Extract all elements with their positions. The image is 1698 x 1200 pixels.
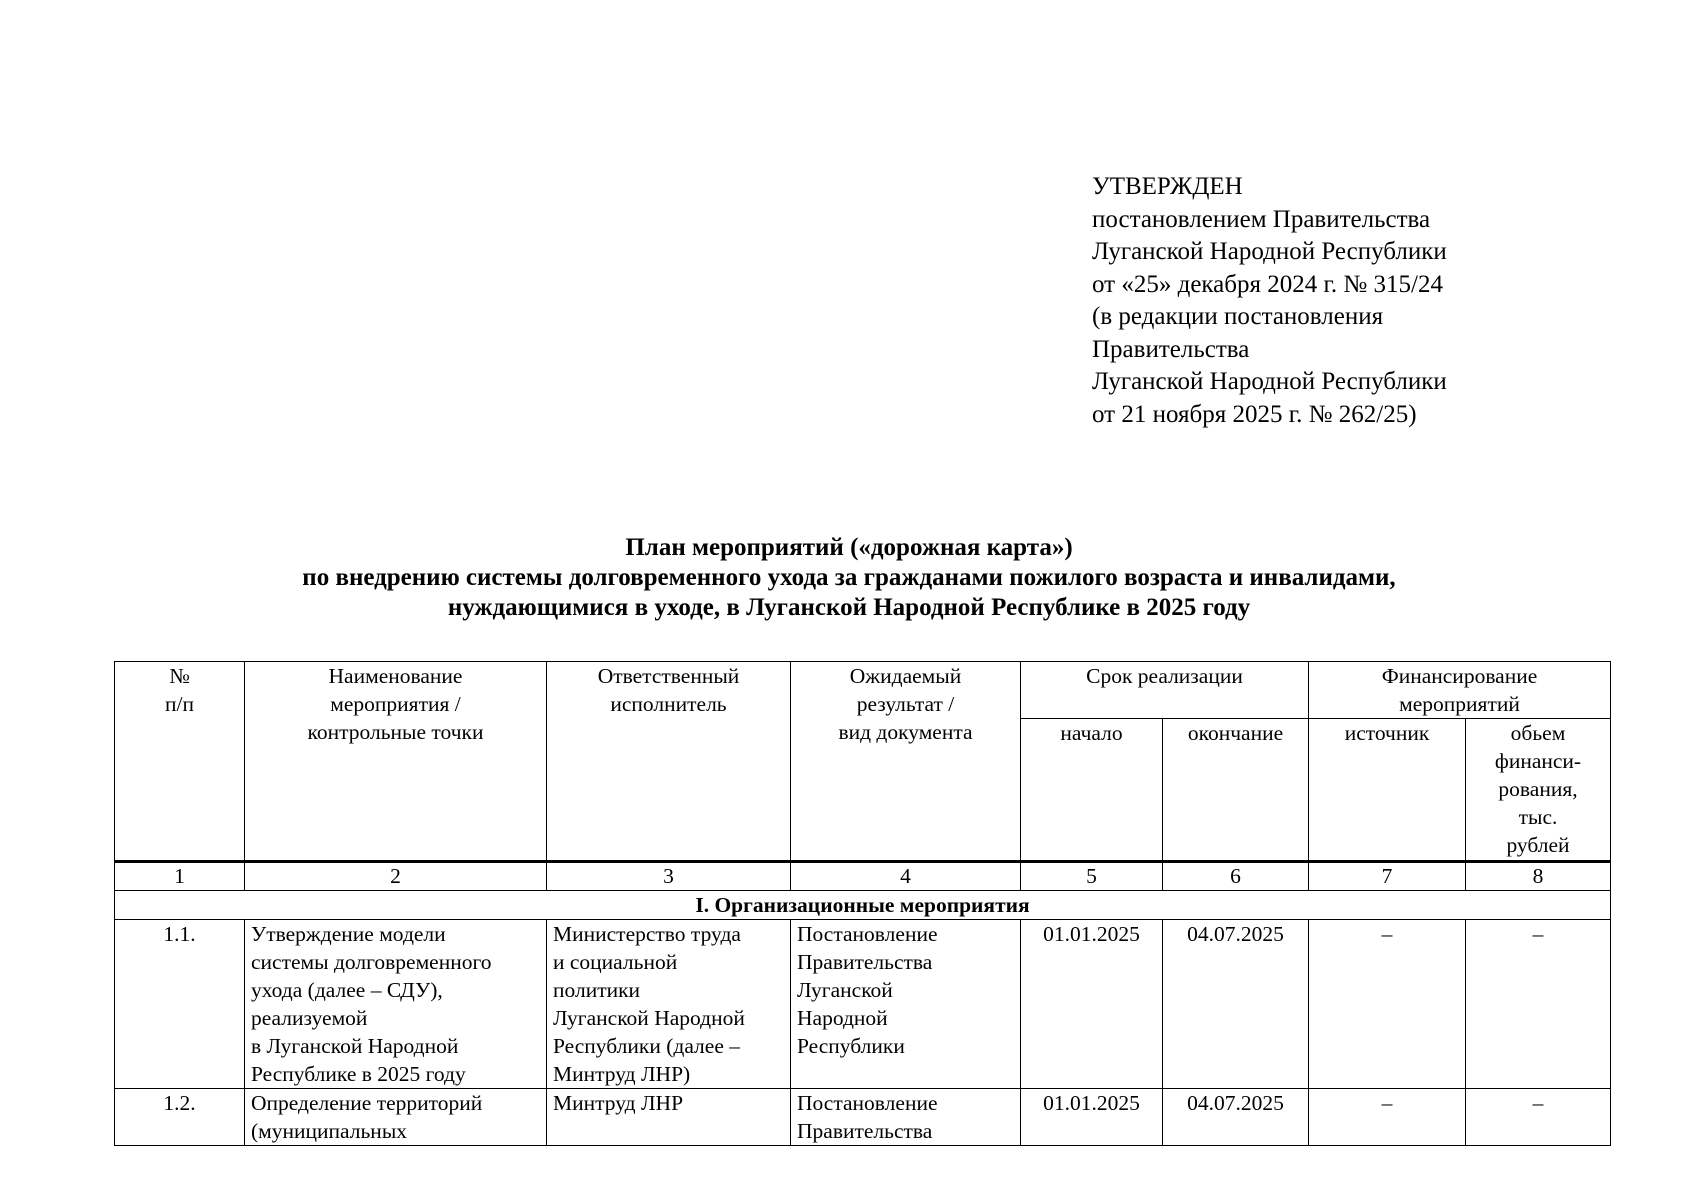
section-row: [115, 891, 1611, 920]
row-volume: –: [1466, 1089, 1611, 1146]
header-executor: Ответственный исполнитель: [547, 662, 791, 862]
approval-line: УТВЕРЖДЕН: [1092, 173, 1243, 200]
header-name: Наименование мероприятия / контрольные точки: [245, 662, 547, 862]
row-source: –: [1309, 920, 1466, 1089]
row-name: Утверждение модели системы долговременного ухода (далее – СДУ), реализуемой в Луганской Народной Республике в 2025 году: [245, 920, 547, 1089]
title-line: План мероприятий («дорожная карта»): [625, 534, 1073, 561]
column-number: 8: [1466, 862, 1611, 891]
row-volume: –: [1466, 920, 1611, 1089]
column-number: 3: [547, 862, 791, 891]
document-title: [0, 533, 1698, 623]
row-executor: Минтруд ЛНР: [547, 1089, 791, 1146]
title-line: по внедрению системы долговременного ухода за гражданами пожилого возраста и инвалидами,: [302, 564, 1396, 591]
title-line: нуждающимися в уходе, в Луганской Народной Республике в 2025 году: [447, 594, 1251, 621]
column-number: 6: [1163, 862, 1309, 891]
column-number: 5: [1021, 862, 1163, 891]
header-volume: обьем финанси- рования, тыс. рублей: [1466, 719, 1611, 862]
roadmap-table: [114, 661, 1611, 1146]
approval-line: от «25» декабря 2024 г. № 315/24: [1092, 270, 1443, 298]
row-end: 04.07.2025: [1163, 920, 1309, 1089]
row-source: –: [1309, 1089, 1466, 1146]
header-result: Ожидаемый результат / вид документа: [791, 662, 1021, 862]
header-period-start: начало: [1021, 719, 1163, 862]
row-start: 01.01.2025: [1021, 1089, 1163, 1146]
column-number: 4: [791, 862, 1021, 891]
approval-stamp: [1092, 171, 1447, 431]
approval-line: Правительства: [1092, 335, 1250, 363]
column-number-row: [115, 862, 1611, 891]
column-number: 2: [245, 862, 547, 891]
header-source: источник: [1309, 719, 1466, 862]
approval-line: от 21 ноября 2025 г. № 262/25): [1092, 400, 1417, 428]
row-end: 04.07.2025: [1163, 1089, 1309, 1146]
header-row: [115, 662, 1611, 719]
table-row: [115, 920, 1611, 1089]
header-num: № п/п: [115, 662, 245, 862]
row-result: Постановление Правительства: [791, 1089, 1021, 1146]
column-number: 1: [115, 862, 245, 891]
approval-line: (в редакции постановления: [1092, 303, 1384, 330]
row-num: 1.2.: [115, 1089, 245, 1146]
row-result: Постановление Правительства Луганской Народной Республики: [791, 920, 1021, 1089]
column-number: 7: [1309, 862, 1466, 891]
header-financing: Финансирование мероприятий: [1309, 662, 1611, 719]
row-name: Определение территорий (муниципальных: [245, 1089, 547, 1146]
row-start: 01.01.2025: [1021, 920, 1163, 1089]
approval-line: Луганской Народной Республики: [1092, 368, 1447, 395]
table-row: [115, 1089, 1611, 1146]
header-period: Срок реализации: [1021, 662, 1309, 719]
row-num: 1.1.: [115, 920, 245, 1089]
approval-line: Луганской Народной Республики: [1092, 238, 1447, 265]
header-period-end: окончание: [1163, 719, 1309, 862]
section-title: I. Организационные мероприятия: [115, 891, 1611, 920]
approval-line: постановлением Правительства: [1092, 205, 1431, 233]
row-executor: Министерство труда и социальной политики Луганской Народной Республики (далее – Минтруд ЛНР): [547, 920, 791, 1089]
